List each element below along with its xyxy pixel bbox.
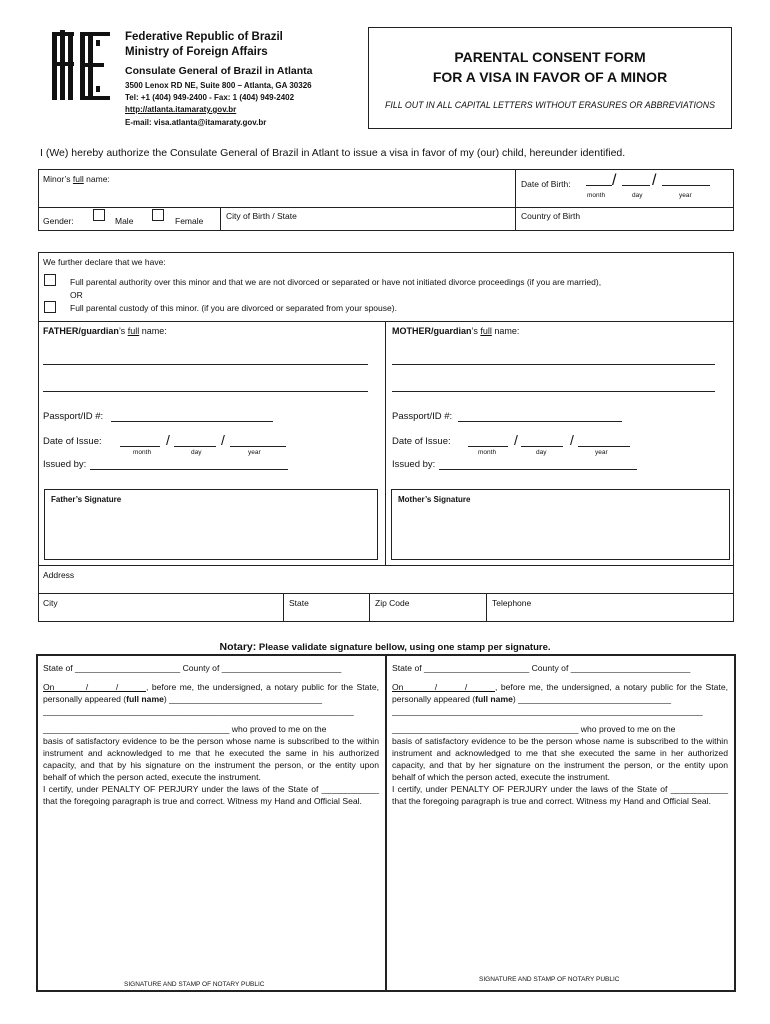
city-of-birth-field[interactable]: City of Birth / State xyxy=(226,211,297,221)
state-field[interactable]: State xyxy=(289,598,309,608)
female-checkbox[interactable] xyxy=(152,209,164,221)
city-field[interactable]: City xyxy=(43,598,58,608)
mother-issue-label: Date of Issue: xyxy=(392,436,451,447)
notary-left-stamp-label: SIGNATURE AND STAMP OF NOTARY PUBLIC xyxy=(124,981,265,988)
minor-section xyxy=(38,169,734,231)
form-title-line2: FOR A VISA IN FAVOR OF A MINOR xyxy=(432,69,668,85)
notary-left: State of ______________________ County of _________________________ On / / , before me, the undersigned, a notary public for the State, personally appeared (full name) ________________________________ _________________________________________________________________ _______________________________________ who proved to me on the basis of satisfactory evidence to be the person whose name is subscribed to the within instrument and acknowledged to me that he executed the same in his authorized capacity, and that by his signature on the instrument the person, or the entity upon behalf of which the person acted, execute the instrument. I certify, under PENALTY OF PERJURY under the laws of the State of ____________ that the foregoing paragraph is true and correct. Witness my Hand and Official Seal. xyxy=(43,663,379,806)
option-authority-checkbox[interactable] xyxy=(44,274,56,286)
telephone-field[interactable]: Telephone xyxy=(492,598,532,608)
minor-name-field[interactable]: Minor’s full name: xyxy=(43,174,110,184)
father-issue-year: year xyxy=(248,449,261,456)
father-name-label: FATHER/guardian’s full name: xyxy=(43,326,167,336)
father-issued-by-field[interactable] xyxy=(90,469,288,470)
mother-name-label: MOTHER/guardian’s full name: xyxy=(392,326,520,336)
mother-name-line-1[interactable] xyxy=(392,364,715,365)
dob-day-hint: day xyxy=(632,192,643,199)
coat-of-arms-logo xyxy=(50,30,112,102)
header-consulate: Consulate General of Brazil in Atlanta xyxy=(125,65,313,77)
mother-passport-field[interactable] xyxy=(458,421,622,422)
notary-heading: Notary: Please validate signature bellow, using one stamp per signature. xyxy=(219,641,551,653)
notary-right-body: basis of satisfactory evidence to be the person whose name is subscribed to the within instrument and acknowledged to me that she executed the same in her authorized capacity, and that by her signature on the instrument the person, or the entity upon behalf of which the person acted, execute the instrument. xyxy=(392,736,728,782)
form-title-line1: PARENTAL CONSENT FORM xyxy=(454,49,646,65)
declaration-heading: We further declare that we have: xyxy=(43,257,166,267)
father-issue-label: Date of Issue: xyxy=(43,436,102,447)
header-url[interactable]: http://atlanta.itamaraty.gov.br xyxy=(125,105,237,114)
dob-year-hint: year xyxy=(679,192,692,199)
dob-month-hint: month xyxy=(587,192,606,199)
option-custody-text: Full parental custody of this minor. (if you are divorced or separated from your spouse). xyxy=(70,303,397,313)
mother-issued-by-field[interactable] xyxy=(439,469,637,470)
mother-issue-day: day xyxy=(536,449,547,456)
contact-section xyxy=(38,566,734,622)
option-custody-checkbox[interactable] xyxy=(44,301,56,313)
mother-signature-box[interactable] xyxy=(391,489,730,560)
female-label: Female xyxy=(175,216,204,226)
mother-issue-year: year xyxy=(595,449,608,456)
father-signature-box[interactable] xyxy=(44,489,378,560)
country-of-birth-field[interactable]: Country of Birth xyxy=(521,211,581,221)
mother-signature-label: Mother’s Signature xyxy=(398,495,471,504)
father-issued-by-label: Issued by: xyxy=(43,459,87,470)
mother-passport-label: Passport/ID #: xyxy=(392,411,453,422)
father-passport-field[interactable] xyxy=(111,421,273,422)
header-address: 3500 Lenox RD NE, Suite 800 – Atlanta, GA 30326 xyxy=(125,81,312,90)
authorization-statement: I (We) hereby authorize the Consulate General of Brazil in Atlant to issue a visa in favor of my (our) child, hereunder identified. xyxy=(40,147,626,159)
header-ministry: Ministry of Foreign Affairs xyxy=(125,46,268,58)
minor-dob-field[interactable]: Date of Birth: xyxy=(521,179,571,189)
option-or: OR xyxy=(70,290,83,300)
option-authority-text: Full parental authority over this minor and that we are not divorced or separated or have not initiated divorce proceedings (if you are married), xyxy=(70,277,602,287)
header-tel: Tel: +1 (404) 949-2400 - Fax: 1 (404) 949-2402 xyxy=(125,93,295,102)
father-signature-label: Father’s Signature xyxy=(51,495,122,504)
male-label: Male xyxy=(115,216,134,226)
header-email: E-mail: visa.atlanta@itamaraty.gov.br xyxy=(125,118,267,127)
mother-issue-month: month xyxy=(478,449,497,456)
father-issue-month: month xyxy=(133,449,152,456)
mother-name-line-2[interactable] xyxy=(392,391,715,392)
notary-right: State of ______________________ County of _________________________ On / / , before me, the undersigned, a notary public for the State, personally appeared (full name) ________________________________ _________________________________________________________________ _______________________________________ who proved to me on the basis of satisfactory evidence to be the person whose name is subscribed to the within instrument and acknowledged to me that she executed the same in her authorized capacity, and that by her signature on the instrument the person, or the entity upon behalf of which the person acted, execute the instrument. I certify, under PENALTY OF PERJURY under the laws of the State of ____________ that the foregoing paragraph is true and correct. Witness my Hand and Official Seal. xyxy=(392,663,728,806)
mother-issued-by-label: Issued by: xyxy=(392,459,436,470)
father-issue-day: day xyxy=(191,449,202,456)
father-name-line-1[interactable] xyxy=(43,364,368,365)
notary-right-stamp-label: SIGNATURE AND STAMP OF NOTARY PUBLIC xyxy=(479,976,620,983)
notary-left-body: basis of satisfactory evidence to be the person whose name is subscribed to the within instrument and acknowledged to me that he executed the same in his authorized capacity, and that by his signature on the instrument the person, or the entity upon behalf of which the person acted, execute the instrument. xyxy=(43,736,379,782)
father-passport-label: Passport/ID #: xyxy=(43,411,104,422)
father-name-line-2[interactable] xyxy=(43,391,368,392)
male-checkbox[interactable] xyxy=(93,209,105,221)
address-field[interactable]: Address xyxy=(43,570,75,580)
form-instructions: FILL OUT IN ALL CAPITAL LETTERS WITHOUT ERASURES OR ABBREVIATIONS xyxy=(385,100,715,110)
form-title-box xyxy=(368,27,732,129)
header-country: Federative Republic of Brazil xyxy=(125,31,283,43)
gender-label: Gender: xyxy=(43,216,74,226)
zip-field[interactable]: Zip Code xyxy=(375,598,410,608)
